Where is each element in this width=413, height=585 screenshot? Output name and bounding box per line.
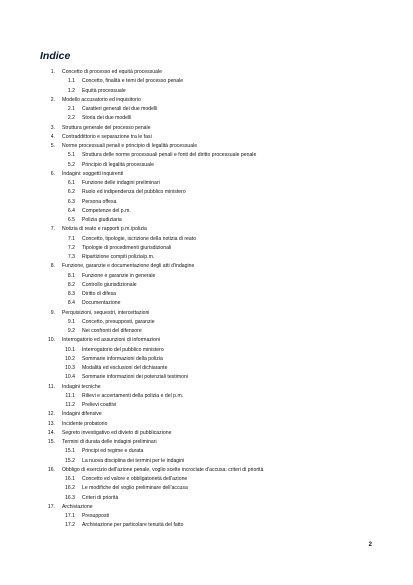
toc-entry-title: Termini di durata delle indagini preliminari <box>62 439 157 445</box>
toc-entry-title: Ruolo ed indipendenza del pubblico ministero <box>82 189 186 196</box>
toc-entry-title: Norme processuali penali e principio di legalità processuale <box>62 143 198 149</box>
toc-entry-number: 11. <box>48 383 55 390</box>
toc-entry-title: Le modifiche del voglio preliminare dell'accusa <box>82 485 188 492</box>
toc-entry <box>0 420 413 429</box>
toc-entry-title: Presupposti <box>82 513 110 519</box>
toc-entry-number: 7. <box>50 226 55 233</box>
toc-entry-number: 10.1 <box>65 346 75 353</box>
toc-entry <box>0 336 413 345</box>
toc-subentry <box>0 77 413 86</box>
toc-subentry <box>0 346 413 355</box>
toc-entry <box>0 262 413 271</box>
toc-entry-title: Funzione e garanzie in generale <box>82 272 156 279</box>
toc-entry-number: 2.1 <box>67 106 75 112</box>
toc-entry-title: Prelievi coattivi <box>82 402 117 408</box>
toc-entry <box>0 68 413 77</box>
toc-entry-number: 15.1 <box>65 448 75 455</box>
toc-entry-number: 7.1 <box>67 235 75 242</box>
toc-entry-number: 9.1 <box>67 318 75 325</box>
toc-entry-number: 1.1 <box>67 78 75 85</box>
toc-subentry <box>0 235 413 244</box>
toc-entry-number: 10.2 <box>65 355 75 362</box>
toc-entry-title: Criteri di priorità <box>82 494 119 501</box>
toc-entry-title: Interrogatorio ed assunzioni di informazioni <box>62 337 160 344</box>
toc-subentry <box>0 216 413 225</box>
toc-entry-title: Funzione, garanzie e documentazione degli atti d'indagine <box>62 263 195 270</box>
toc-subentry <box>0 299 413 308</box>
toc-entry <box>0 96 413 105</box>
toc-entry-number: 6. <box>50 170 55 177</box>
toc-entry-title: Principi ed regime e durata <box>82 448 144 455</box>
toc-entry-number: 7.3 <box>67 254 75 260</box>
toc-entry-title: Caratteri generali dei due modelli <box>82 106 158 112</box>
toc-entry-title: Modalità ed esclusioni del dichiarante <box>82 365 168 371</box>
toc-entry-number: 9. <box>50 309 55 316</box>
toc-entry-title: Sommarie informazioni della polizia <box>82 355 163 362</box>
toc-entry-number: 6.5 <box>67 217 75 223</box>
toc-entry-title: Principio di legalità processuale <box>82 161 155 168</box>
toc-entry <box>0 133 413 142</box>
toc-entry-title: Obbligo di esercizio dell'azione penale, voglio scelte incrociate d'accusa: criteri di priorità <box>62 466 264 473</box>
toc-entry-number: 2. <box>50 96 55 103</box>
toc-entry-title: Persona offesa <box>82 198 117 205</box>
toc-entry-number: 16.2 <box>65 485 75 492</box>
toc-entry-title: Struttura delle norme processuali penali e fonti del diritto processuale penale <box>82 152 257 159</box>
toc-subentry <box>0 198 413 207</box>
toc-entry-title: Nei confronti del difensore <box>82 328 142 334</box>
toc-entry-number: 6.3 <box>67 198 75 205</box>
toc-entry-title: Sommarie informazioni dei potenziali testimoni <box>82 374 188 381</box>
toc-entry-number: 6.2 <box>67 189 75 196</box>
toc-entry-number: 17. <box>47 503 55 510</box>
toc-subentry <box>0 161 413 170</box>
toc-subentry <box>0 521 413 530</box>
toc-entry <box>0 383 413 392</box>
toc-subentry <box>0 281 413 290</box>
toc-entry-number: 8.1 <box>67 272 75 279</box>
toc-entry-number: 13. <box>47 420 55 427</box>
toc-entry-number: 10.4 <box>65 374 75 381</box>
toc-entry-number: 12. <box>47 411 55 418</box>
toc-entry <box>0 466 413 475</box>
toc-entry-number: 9.2 <box>67 328 75 334</box>
toc-entry-number: 11.1 <box>65 392 75 399</box>
toc-subentry <box>0 244 413 253</box>
page-number: 2 <box>368 542 372 548</box>
toc-entry-number: 16.3 <box>65 494 75 501</box>
toc-entry-number: 4. <box>50 133 55 140</box>
toc-subentry <box>0 272 413 281</box>
toc-entry-title: Concetto, presupposti, garanzie <box>82 318 155 325</box>
toc-entry-title: Indagini tecniche <box>62 383 101 390</box>
toc-entry-title: Ripartizione compiti polizia/p.m. <box>82 254 155 260</box>
toc-entry-title: Archiviazione per particolare tenuità del fatto <box>82 522 184 529</box>
toc-entry-number: 10. <box>47 337 55 344</box>
toc-entry-title: Indagini: soggetti inquirenti <box>62 170 124 177</box>
toc-entry-number: 8.3 <box>67 291 75 297</box>
toc-entry-title: Storia dei due modelli <box>82 115 132 122</box>
toc-entry-title: Polizia giudiziaria <box>82 217 122 223</box>
toc-entry-title: Contraddittorio e separazione tra le fasi <box>62 133 152 140</box>
toc-entry-number: 10.3 <box>65 365 75 371</box>
toc-entry-number: 6.1 <box>67 180 75 186</box>
toc-entry-title: Archiviazione <box>62 503 93 510</box>
toc-subentry <box>0 484 413 493</box>
toc-entry-title: Interrogatorio del pubblico ministero <box>82 346 164 353</box>
toc-entry <box>0 309 413 318</box>
toc-entry-title: Controllo giurisdizionale <box>82 281 137 288</box>
toc-subentry <box>0 457 413 466</box>
toc-entry-number: 5.1 <box>67 152 75 159</box>
toc-entry-title: Rilievi e accertamenti della polizia e del p.m. <box>82 392 184 399</box>
toc-subentry <box>0 188 413 197</box>
toc-entry <box>0 124 413 133</box>
toc-entry-title: Tipologie di procedimenti giurisdizionali <box>82 244 172 251</box>
toc-entry-number: 3. <box>50 124 55 131</box>
toc-entry-number: 16. <box>47 466 55 473</box>
toc-entry <box>0 170 413 179</box>
toc-subentry <box>0 179 413 188</box>
toc-entry-title: Equità processuale <box>82 87 126 94</box>
table-of-contents <box>0 68 413 531</box>
toc-entry <box>0 142 413 151</box>
toc-entry-title: Indagini difensive <box>62 411 102 418</box>
toc-entry-number: 8.4 <box>67 300 75 307</box>
toc-entry-title: Funzione delle indagini preliminari <box>82 180 160 186</box>
toc-entry <box>0 429 413 438</box>
toc-subentry <box>0 475 413 484</box>
toc-entry-number: 8.2 <box>67 281 75 288</box>
toc-subentry <box>0 364 413 373</box>
toc-entry-title: Diritto di difesa <box>82 291 117 297</box>
page-title: Indice <box>40 50 71 62</box>
toc-entry <box>0 438 413 447</box>
toc-entry-number: 7.2 <box>67 244 75 251</box>
toc-subentry <box>0 447 413 456</box>
toc-entry-number: 5.2 <box>67 161 75 168</box>
toc-subentry <box>0 373 413 382</box>
toc-entry-title: Incidente probatorio <box>62 420 108 427</box>
toc-entry-title: Documentazione <box>82 300 121 307</box>
toc-entry-number: 6.4 <box>67 207 75 214</box>
toc-entry-number: 15. <box>47 439 55 445</box>
toc-subentry <box>0 392 413 401</box>
toc-entry-title: Concetto ed valore e obbligatorietà dell'azione <box>82 476 188 482</box>
toc-entry-title: Concetto di processo ed equità processuale <box>62 69 162 75</box>
toc-entry-title: Segreto investigativo ed divieto di pubblicazione <box>62 429 172 436</box>
toc-entry-title: Concetto, tipologie, iscrizione della notizia di reato <box>82 235 197 242</box>
toc-subentry <box>0 512 413 521</box>
toc-entry-title: Competenze del p.m. <box>82 207 131 214</box>
toc-entry-number: 1.2 <box>67 87 75 94</box>
toc-subentry <box>0 327 413 336</box>
toc-entry-number: 8. <box>50 263 55 270</box>
toc-entry-title: Modello accusatorio ed inquisitorio <box>62 96 141 103</box>
toc-entry-number: 5. <box>50 143 55 149</box>
toc-entry-number: 14. <box>47 429 55 436</box>
toc-entry <box>0 503 413 512</box>
toc-entry-number: 11.2 <box>65 402 75 408</box>
toc-subentry <box>0 494 413 503</box>
toc-subentry <box>0 290 413 299</box>
toc-subentry <box>0 401 413 410</box>
toc-entry-number: 17.1 <box>65 513 75 519</box>
toc-entry-number: 15.2 <box>65 457 75 464</box>
toc-subentry <box>0 318 413 327</box>
toc-entry <box>0 225 413 234</box>
toc-subentry <box>0 151 413 160</box>
toc-subentry <box>0 105 413 114</box>
toc-entry-title: Concetto, finalità e temi del processo penale <box>82 78 184 85</box>
toc-subentry <box>0 87 413 96</box>
toc-subentry <box>0 114 413 123</box>
toc-entry-number: 16.1 <box>65 476 75 482</box>
toc-entry-title: La nuova disciplina dei termini per le indagini <box>82 457 185 464</box>
toc-entry <box>0 410 413 419</box>
toc-subentry <box>0 253 413 262</box>
toc-subentry <box>0 207 413 216</box>
toc-entry-number: 1. <box>50 69 55 75</box>
toc-entry-number: 17.2 <box>65 522 75 529</box>
toc-entry-title: Notizia di reato e rapporti p.m./polizia <box>62 226 147 233</box>
toc-subentry <box>0 355 413 364</box>
toc-entry-number: 2.2 <box>67 115 75 122</box>
toc-entry-title: Perquisizioni, sequestri, intercettazioni <box>62 309 150 316</box>
toc-entry-title: Struttura generale del processo penale <box>62 124 151 131</box>
